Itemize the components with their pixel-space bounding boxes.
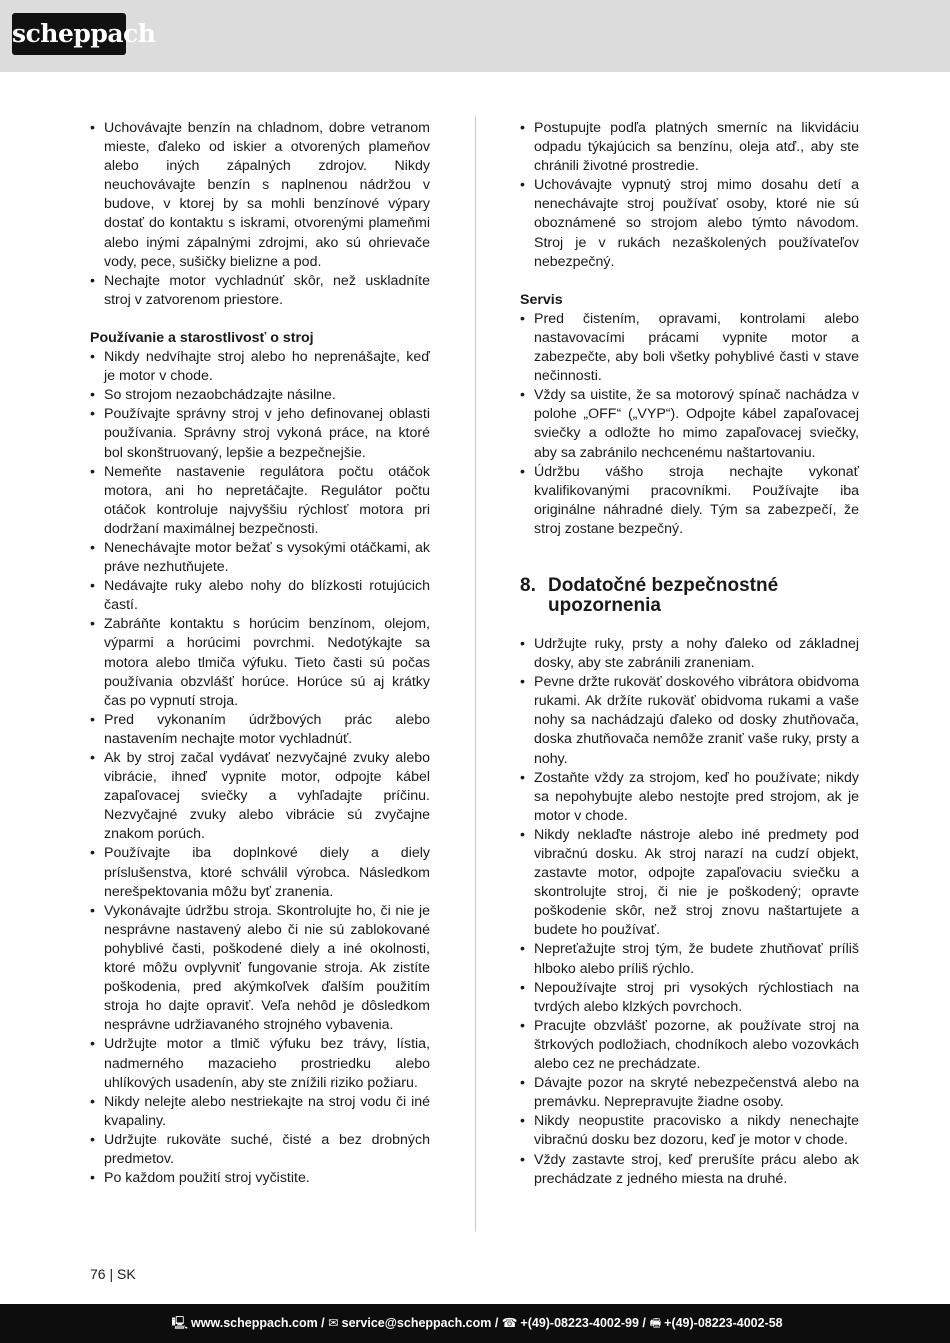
- list-item: • Nechajte motor vychladnúť skôr, než uskladníte stroj v zatvorenom priestore.: [90, 272, 430, 310]
- list-item: • Udržujte ruky, prsty a nohy ďaleko od základnej dosky, aby ste zabránili zraneniam.: [520, 635, 859, 673]
- page-header: [0, 0, 950, 72]
- list-item: • Používajte správny stroj v jeho definovanej oblasti používania. Správny stroj vykoná práce, na ktoré bol skonštruovaný, lepšie a bezpečnejšie.: [90, 405, 430, 462]
- list-item: • Dávajte pozor na skryté nebezpečenstvá alebo na premávku. Neprepravujte žiadne osoby.: [520, 1074, 859, 1112]
- section-heading-service: Servis: [520, 291, 563, 308]
- left-column: [90, 119, 430, 1188]
- list-item: • Pred čistením, opravami, kontrolami alebo nastavovacími prácami vypnite motor a zabezpečte, aby boli všetky pohyblivé časti v stave nečinnosti.: [520, 310, 859, 386]
- footer-email: service@scheppach.com /: [341, 1316, 499, 1330]
- list-item: • Nikdy neklaďte nástroje alebo iné predmety pod vibračnú dosku. Ak stroj narazí na cudzí objekt, zastavte motor, odpojte zapaľovaciu sviečku a skontrolujte stroj, či nie je poškodený; opravte poškodenie skôr, než stroj znovu naštartujete a budete ho používať.: [520, 826, 859, 941]
- right-column: [520, 119, 859, 1189]
- list-item: • Po každom použití stroj vyčistite.: [90, 1169, 430, 1188]
- footer-phone: +(49)-08223-4002-99 /: [520, 1316, 646, 1330]
- list-item: • Vždy zastavte stroj, keď prerušíte prácu alebo ak prechádzate z jedného miesta na druhé.: [520, 1151, 859, 1189]
- list-item: • Nikdy neopustite pracovisko a nikdy nenechajte vibračnú dosku bez dozoru, keď je motor v chode.: [520, 1112, 859, 1150]
- envelope-icon: ✉: [328, 1316, 339, 1330]
- list-item: • Nemeňte nastavenie regulátora počtu otáčok motora, ani ho nepretáčajte. Regulátor počtu otáčok kontroluje najvyššiu rýchlosť motora pri dodržaní maximálnej bezpečnosti.: [90, 463, 430, 539]
- chapter-heading: [520, 576, 859, 616]
- list-item: • Pevne držte rukoväť doskového vibrátora obidvoma rukami. Ak držíte rukoväť obidvoma rukami a vaše nohy sa nachádzajú ďaleko od dosky zhutňovača, doska zhutňovača nemôže zraniť vaše ruky, prsty a nohy.: [520, 673, 859, 768]
- additional-safety-list: [520, 635, 859, 1189]
- chapter-title: [548, 576, 778, 616]
- list-item: • Uchovávajte vypnutý stroj mimo dosahu detí a nenechávajte stroj používať osoby, ktoré nie sú oboznámené so strojom alebo týmto návodom. Stroj je v rukách nezaškolených používateľov nebezpečný.: [520, 176, 859, 271]
- intro-list: [90, 119, 430, 310]
- list-item: • Udržujte rukoväte suché, čisté a bez drobných predmetov.: [90, 1131, 430, 1169]
- list-item: • Pracujte obzvlášť pozorne, ak používate stroj na štrkových podložiach, chodníkoch alebo vozovkách alebo cez ne prechádzate.: [520, 1017, 859, 1074]
- page-number: 76 | SK: [90, 1266, 136, 1282]
- footer-website: www.scheppach.com /: [191, 1316, 325, 1330]
- computer-icon: 🖳: [171, 1316, 189, 1330]
- list-item: • Uchovávajte benzín na chladnom, dobre vetranom mieste, ďaleko od iskier a otvorených plameňov alebo iných zápalných zdrojov. Nikdy neuchovávajte benzín s naplnenou nádržou v budove, v ktorej by sa mohli benzínové výpary dostať do kontaktu s iskrami, otvorenými plameňmi alebo inými zápalnými zdrojmi, ako sú ohrievače vody, pece, sušičky bielizne a pod.: [90, 119, 430, 272]
- list-item: • Zostaňte vždy za strojom, keď ho používate; nikdy sa nepohybujte alebo nestojte pred strojom, ak je motor v chode.: [520, 769, 859, 826]
- list-item: • Vždy sa uistite, že sa motorový spínač nachádza v polohe „OFF“ („VYP“). Odpojte kábel zapaľovacej sviečky a odložte ho mimo zapaľovacej sviečky, aby sa zabránilo nechcenému naštartovaniu.: [520, 386, 859, 462]
- intro-list: [520, 119, 859, 272]
- list-item: • Nepreťažujte stroj tým, že budete zhutňovať príliš hlboko alebo príliš rýchlo.: [520, 940, 859, 978]
- list-item: • Zabráňte kontaktu s horúcim benzínom, olejom, výparmi a horúcimi povrchmi. Nedotýkajte sa motora alebo tlmiča výfuku. Tieto časti sú počas používania obzvlášť horúce. Horúce sú aj krátky čas po vypnutí stroja.: [90, 615, 430, 710]
- list-item: • Údržbu vášho stroja nechajte vykonať kvalifikovanými pracovníkmi. Používajte iba originálne náhradné diely. Tým sa zabezpečí, že stroj zostane bezpečný.: [520, 463, 859, 539]
- list-item: • Používajte iba doplnkové diely a diely príslušenstva, ktoré schválil výrobca. Následkom nerešpektovania môžu byť zranenia.: [90, 844, 430, 901]
- list-item: • Pred vykonaním údržbových prác alebo nastavením nechajte motor vychladnúť.: [90, 711, 430, 749]
- list-item: • Nenechávajte motor bežať s vysokými otáčkami, ak práve nezhutňujete.: [90, 539, 430, 577]
- column-divider: [475, 116, 476, 1231]
- list-item: • Nikdy nedvíhajte stroj alebo ho neprenášajte, keď je motor v chode.: [90, 348, 430, 386]
- list-item: • So strojom nezaobchádzajte násilne.: [90, 386, 430, 405]
- scheppach-logo: scheppach: [12, 13, 126, 55]
- page-footer: [0, 1304, 950, 1343]
- chapter-number: 8.: [520, 574, 536, 596]
- chapter-title-line: Dodatočné bezpečnostné: [548, 574, 779, 596]
- list-item: • Nedávajte ruky alebo nohy do blízkosti rotujúcich častí.: [90, 577, 430, 615]
- service-list: [520, 310, 859, 539]
- chapter-title-line: upozornenia: [548, 594, 661, 616]
- footer-fax: +(49)-08223-4002-58: [664, 1316, 783, 1330]
- list-item: • Postupujte podľa platných smerníc na likvidáciu odpadu týkajúcich sa benzínu, oleja atď., aby ste chránili životné prostredie.: [520, 119, 859, 176]
- section-heading-usage: Používanie a starostlivosť o stroj: [90, 329, 314, 346]
- usage-list: [90, 348, 430, 1188]
- list-item: • Nepoužívajte stroj pri vysokých rýchlostiach na tvrdých alebo klzkých povrchoch.: [520, 979, 859, 1017]
- list-item: • Nikdy nelejte alebo nestriekajte na stroj vodu či iné kvapaliny.: [90, 1093, 430, 1131]
- list-item: • Vykonávajte údržbu stroja. Skontrolujte ho, či nie je nesprávne nastavený alebo či nie sú zablokované pohyblivé časti, poškodené diely a iné okolnosti, ktoré môžu ovplyvniť fungovanie stroja. Ak zistíte poškodenia, pred akýmkoľvek ďalším použitím stroja ho dajte opraviť. Veľa nehôd je dôsledkom nesprávne udržiavaného strojného vybavenia.: [90, 902, 430, 1036]
- phone-icon: ☎: [501, 1316, 518, 1330]
- list-item: • Ak by stroj začal vydávať nezvyčajné zvuky alebo vibrácie, ihneď vypnite motor, odpojte kábel zapaľovacej sviečky a vyhľadajte príčinu. Nezvyčajné zvuky alebo vibrácie sú zvyčajne znakom porúch.: [90, 749, 430, 844]
- fax-icon: 🖷: [649, 1316, 662, 1330]
- list-item: • Udržujte motor a tlmič výfuku bez trávy, lístia, nadmerného mazacieho prostriedku alebo uhlíkových usadenín, aby ste znížili riziko požiaru.: [90, 1035, 430, 1092]
